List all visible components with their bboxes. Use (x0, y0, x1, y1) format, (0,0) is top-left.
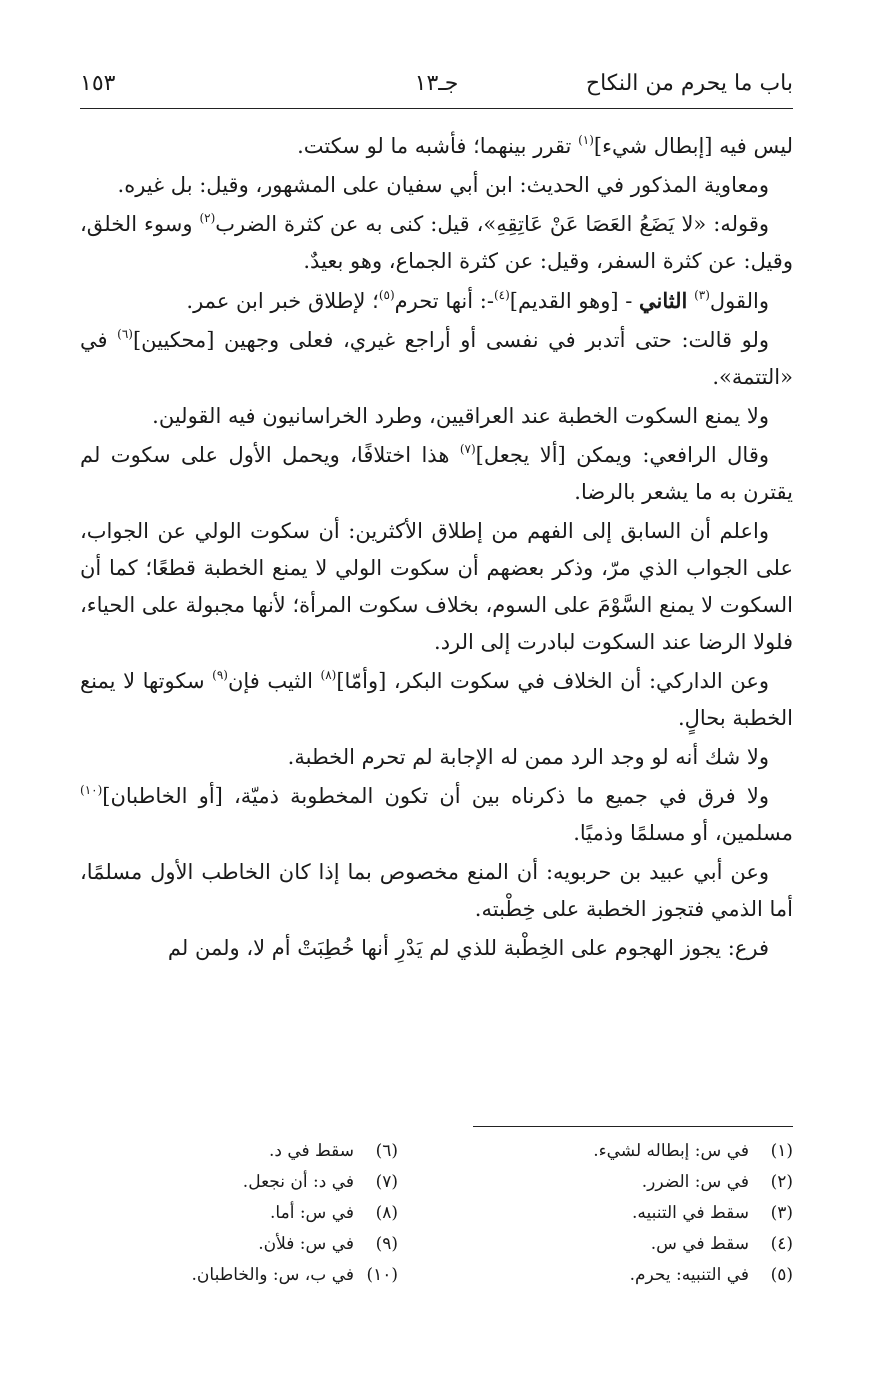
paragraph (80, 437, 793, 511)
footnote (433, 1136, 793, 1167)
text-run: تقرر بينهما؛ فأشبه ما لو سكتت. (297, 134, 579, 158)
footnote-text: سقط في س. (650, 1234, 749, 1254)
text-run: هذا اختلافًا، ويحمل الأول على سكوت لم يقترن به ما يشعر بالرضا. (80, 443, 793, 504)
text-run: - [وهو القديم] (509, 289, 640, 313)
footnote-text: في س: أما. (270, 1203, 354, 1223)
footnote-marker: (٦) (117, 327, 133, 341)
paragraph (80, 930, 793, 967)
text-run: ليس فيه [إبطال شيء] (593, 134, 793, 158)
footnote-number: (٧) (375, 1172, 398, 1192)
text-run: ؛ لإطلاق خبر ابن عمر. (186, 289, 379, 313)
text-run: ولا شك أنه لو وجد الرد ممن له الإجابة لم تحرم الخطبة. (287, 745, 769, 769)
paragraph (80, 206, 793, 280)
footnote-text: في التنبيه: يحرم. (629, 1265, 749, 1285)
footnote (433, 1198, 793, 1229)
footnote-number: (٩) (375, 1234, 398, 1254)
footnote-text: في س: الضرر. (641, 1172, 749, 1192)
footnote-number: (١٠) (366, 1265, 398, 1285)
text-run: ولو قالت: حتى أتدبر في نفسى أو أراجع غيري، فعلى وجهين [محكيين] (132, 328, 770, 352)
body-text (80, 128, 793, 969)
footnote-marker: (٣) (694, 288, 710, 302)
text-run: الثيب فإن (227, 669, 321, 693)
page-number: ١٥٣ (80, 71, 116, 96)
footnote-marker: (٤) (493, 288, 510, 302)
footnote (38, 1198, 398, 1229)
footnotes-right-column (433, 1136, 793, 1291)
text-run: وعن أبي عبيد بن حربويه: أن المنع مخصوص بما إذا كان الخاطب الأول مسلمًا، أما الذمي فتجوز الخطبة على خِطْبته. (80, 860, 793, 921)
text-run: وقوله: «لا يَضَعُ العَصَا عَنْ عَاتِقِهِ»، قيل: كنى به عن كثرة الضرب (215, 212, 770, 236)
bold-text: الثاني (639, 288, 688, 313)
footnote-marker: (١٠) (80, 783, 103, 797)
footnote-number: (١) (770, 1141, 793, 1161)
footnote-number: (٢) (770, 1172, 793, 1192)
footnote-number: (٨) (375, 1203, 398, 1223)
footnote (38, 1260, 398, 1291)
paragraph (80, 282, 793, 320)
text-run: ومعاوية المذكور في الحديث: ابن أبي سفيان على المشهور، وقيل: بل غيره. (117, 173, 769, 197)
footnote (433, 1260, 793, 1291)
footnote-text: في د: أن نجعل. (242, 1172, 354, 1192)
footnote-text: في س: إبطاله لشيء. (593, 1141, 749, 1161)
paragraph (80, 167, 793, 204)
footnote-marker: (٧) (459, 442, 476, 456)
footnotes-left-column (38, 1136, 398, 1291)
footnote-marker: (١) (578, 133, 594, 147)
text-run: ولا فرق في جميع ما ذكرناه بين أن تكون المخطوبة ذميّة، [أو الخاطبان] (102, 784, 769, 808)
footnote (38, 1229, 398, 1260)
footnote (38, 1167, 398, 1198)
chapter-title: باب ما يحرم من النكاح (585, 71, 793, 96)
footnote (38, 1136, 398, 1167)
text-run: فرع: يجوز الهجوم على الخِطْبة للذي لم يَدْرِ أنها خُطِبَتْ أم لا، ولمن لم (167, 936, 769, 960)
footnote-rule (473, 1126, 793, 1127)
header-rule (80, 108, 793, 109)
text-run: وسوء الخلق، وقيل: عن كثرة السفر، وقيل: عن كثرة الجماع، وهو بعيدٌ. (80, 212, 793, 273)
paragraph (80, 739, 793, 776)
footnote-marker: (٢) (199, 211, 216, 225)
text-run: ولا يمنع السكوت الخطبة عند العراقيين، وطرد الخراسانيون فيه القولين. (152, 404, 769, 428)
text-run: وقال الرافعي: ويمكن [ألا يجعل] (475, 443, 769, 467)
footnote-text: في ب، س: والخاطبان. (191, 1265, 354, 1285)
text-run: مسلمين، أو مسلمًا وذميًا. (573, 821, 793, 845)
footnote (433, 1167, 793, 1198)
paragraph (80, 398, 793, 435)
text-run: وعن الداركي: أن الخلاف في سكوت البكر، [وأمّا] (336, 669, 769, 693)
text-run: -: أنها تحرم (394, 289, 494, 313)
paragraph (80, 322, 793, 396)
footnote-text: في س: فلأن. (258, 1234, 354, 1254)
footnote-text: سقط في د. (268, 1141, 354, 1161)
paragraph (80, 778, 793, 852)
text-run: سكوتها لا يمنع الخطبة بحالٍ. (80, 669, 793, 730)
paragraph (80, 513, 793, 661)
footnote-marker: (٩) (212, 668, 228, 682)
volume-label: جـ١٣ (414, 71, 459, 96)
paragraph (80, 854, 793, 928)
text-run: واعلم أن السابق إلى الفهم من إطلاق الأكثرين: أن سكوت الولي عن الجواب، على الجواب الذي مرّ، وذكر بعضهم أن سكوت الولي لا يمنع الخطبة قطعًا؛ كما أن السكوت لا يمنع السَّوْمَ على السوم، بخلاف سكوت المرأة؛ لأنها مجبولة على الحياء، فلولا الرضا عند السكوت لبادرت إلى الرد. (80, 519, 793, 654)
text-run: والقول (709, 289, 769, 313)
paragraph (80, 663, 793, 737)
footnote-marker: (٨) (320, 668, 337, 682)
footnote-text: سقط في التنبيه. (631, 1203, 749, 1223)
footnote-number: (٤) (770, 1234, 793, 1254)
running-header (80, 66, 793, 102)
footnote-marker: (٥) (378, 288, 395, 302)
footnote-number: (٣) (770, 1203, 793, 1223)
footnote-number: (٦) (375, 1141, 398, 1161)
footnote-number: (٥) (770, 1265, 793, 1285)
paragraph (80, 128, 793, 165)
footnote (433, 1229, 793, 1260)
text-run: في «التتمة». (80, 328, 793, 389)
